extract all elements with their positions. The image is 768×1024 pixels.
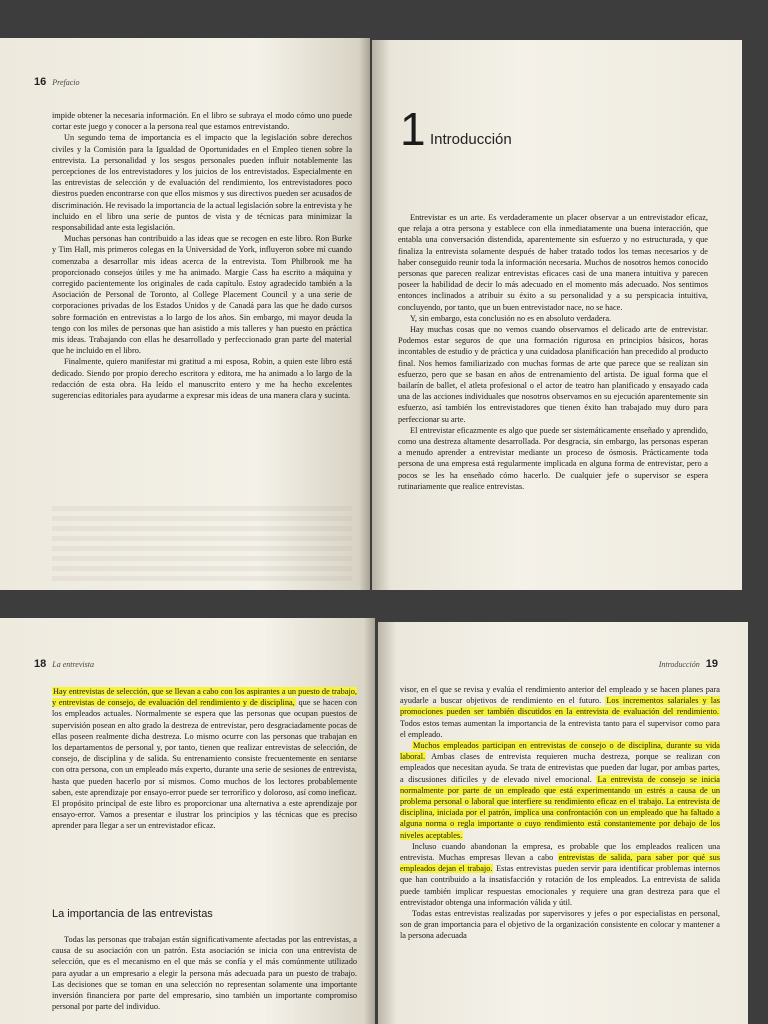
- body-text: [52, 934, 357, 1012]
- page-number: 19: [705, 658, 718, 670]
- paragraph: Finalmente, quiero manifestar mi gratitud a mi esposa, Robin, a quien este libro está dedicado. Siendo por propio derecho escritora y editora, me ha animado a lo largo de la redacción de esta obra. Ha leído el manuscrito entero y me ha hecho excelentes sugerencias editoriales para ayudarme a expresar mis ideas de una manera clara y sucinta.: [52, 357, 352, 401]
- paragraph: Hay muchas cosas que no vemos cuando observamos el delicado arte de entrevistar. Podemos estar seguros de que una formación rigurosa en principios básicos, horas incontables de estudio y de práctica y una cuidadosa planificación han precedido al producto final. Nos hemos familiarizado con muchas formas de arte que parece que se realizan sin esfuerzo, pero que se basan en años de entrenamiento del artista. De igual forma que el bailarín de ballet, el atleta profesional o el actor de teatro han planificado y ensayado cada una de las acciones individuales que nosotros observamos en su ejecución aparentemente sin esfuerzo, así también los entrevistadores que tienen éxito han trabajado muy duro para perfeccionar su arte.: [398, 325, 708, 424]
- chapter-number: 1: [400, 103, 426, 155]
- running-head: Introducción: [658, 660, 700, 669]
- body-text: [398, 212, 708, 492]
- paragraph: [400, 684, 720, 740]
- paragraph-text: Todos estos temas aumentan la importancia de la entrevista tanto para el supervisor como para el empleado.: [400, 718, 720, 739]
- paragraph-text: que se hacen con los empleados actuales. Normalmente se espera que las personas que ocupan puestos de supervisión posean en alto grado la destreza de entrevistar, pero desgraciadamente pocas de ellas poseen realmente dicha destreza. Lo mismo ocurre con las personas que trabajan en los departamentos de personal y, por tanto, tienen que realizar entrevistas de selección, de consejo, de disciplina y de salida. Su entrenamiento consiste frecuentemente en sentarse con otra persona, con un empleado más experto, durante una serie de sesiones de entrevista, hasta que pueden hacerlo por sí mismos. Como muchos de los lectores probablemente saben, este aprendizaje por ensayo-error puede ser terrorífico y doloroso, así como ineficaz. El propósito principal de este libro es proporcionar una alternativa a este aprendizaje por ensayo-error. Vamos a presentar e ilustrar los principios y las técnicas que es preciso aprender para llegar a ser un entrevistador eficaz.: [52, 698, 357, 831]
- paragraph: Y, sin embargo, esta conclusión no es en absoluto verdadera.: [410, 313, 612, 323]
- bottom-spread: [0, 590, 768, 1024]
- paragraph-text: Estas entrevistas pueden servir para identificar problemas internos que han contribuido a la insatisfacción y rotación de los empleados. La entrevista de salida puede también implicar respuestas emocionales y requiere una gran destreza para que el entrevistador obtenga una información válida y útil.: [400, 864, 720, 907]
- chapter-title: Introducción: [430, 131, 512, 148]
- body-text: [52, 110, 352, 401]
- page-header: [34, 76, 80, 88]
- paragraph: Muchas personas han contribuido a las ideas que se recogen en este libro. Ron Burke y Tim Hall, mis primeros colegas en la Universidad de York, influyeron sobre mí cuando comenzaba a desarrollar mis ideas acerca de la entrevista. Tom Philbrook me ha proporcionado consejos útiles y me ha animado. Margie Cass ha escrito a máquina y corregido pacientemente los originales de cada capítulo. Estoy agradecido también a la Asociación de Personal de Toronto, al College Placement Council y a una serie de corporaciones privadas de los Estados Unidos y de Canadá para las que he dado cursos sobre formación en entrevistas a lo largo de los años. Sin embargo, mi mayor deuda la tengo con los miles de personas que han asistido a mis talleres y han puesto en práctica mis ideas. Trabajando con ellas he desarrollado y perfeccionado gran parte del material que he incluido en el libro.: [52, 234, 352, 356]
- paragraph: Un segundo tema de importancia es el impacto que la legislación sobre derechos civiles y la Comisión para la Igualdad de Oportunidades en el Empleo tienen sobre la entrevista. La personalidad y los sesgos personales pueden influir notablemente las percepciones de los entrevistadores y los juicios de los entrevistados. Especialmente en las entrevistas de selección y de evaluación del rendimiento, los entrevistadores poco diestros pueden encontrarse con que ellos mismos y sus directivos pueden ser acusados de discriminación. He revisado la importancia de la actual legislación sobre la entrevista y he incluido en el libro una serie de puntos de vista y de técnicas para minimizar la responsabilidad ante esta legislación.: [52, 133, 352, 233]
- page-18: [0, 618, 375, 1024]
- page-17: [372, 40, 742, 590]
- running-head: La entrevista: [52, 660, 94, 669]
- page-header: [659, 658, 718, 670]
- highlight: entrevistas de salida, para saber por qué sus empleados dejan el trabajo.: [400, 853, 720, 874]
- body-text: [400, 684, 720, 942]
- paragraph: Entrevistar es un arte. Es verdaderamente un placer observar a un entrevistador eficaz, que relaja a otra persona y establece con ella inmediatamente una buena interacción, que entabla una conversación distendida, aparentemente sin esfuerzo y no estructurada, y que finaliza la entrevista solamente después de haber tratado todos los temas necesarios y de haber conseguido reunir toda la información necesaria. Muchos de nosotros hemos conocido personas que parecen realizar entrevistas eficaces casi de una manera intuitiva y parecen poseer la habilidad de decir lo más adecuado en el momento más adecuado. Nos sentimos entonces inclinados a atribuir su éxito a su personalidad y a su perspicacia intuitiva, concluyendo, por tanto, que un buen entrevistador nace, no se hace.: [398, 213, 708, 312]
- paragraph-text: visor, en el que se revisa y evalúa el rendimiento anterior del empleado y se hacen planes para ayudarle a buscar objetivos de rendimiento en el futuro.: [400, 685, 720, 706]
- highlight: Los incrementos salariales y las promociones pueden ser también discutidos en la entrevista de evaluación del rendimiento.: [400, 696, 721, 717]
- highlight: Hay entrevistas de selección, que se llevan a cabo con los aspirantes a un puesto de trabajo, y entrevistas de consejo, de evaluación del rendimiento y de disciplina,: [52, 687, 357, 708]
- section-heading: La importancia de las entrevistas: [52, 908, 213, 920]
- paragraph-text: Ambas clases de entrevista requieren mucha destreza, porque se realizan con empleados que necesitan ayuda. Se trata de entrevistas que pueden dar lugar, por ambas partes, a discusiones difíciles y de elevado nivel emocional.: [400, 752, 720, 784]
- page-header: [34, 658, 94, 670]
- paragraph: impide obtener la necesaria información. En el libro se subraya el modo cómo uno puede cortar este juego y conocer a la persona real que estamos entrevistando.: [52, 111, 352, 132]
- bleed-through-text: [52, 506, 352, 586]
- paragraph: [52, 686, 357, 832]
- paragraph: El entrevistar eficazmente es algo que puede ser sistemáticamente enseñado y aprendido, como una destreza altamente desarrollada. Por desgracia, sin embargo, las personas esperan a menudo aprender a entrevistar mediante un proceso de ósmosis. Prácticamente toda persona de una empresa está regularmente implicada en alguna forma de entrevistar, pero a pocos se les ha enseñado cómo hacerlo. De cualquier jefe o supervisor se espera rutinariamente que realice entrevistas.: [398, 425, 708, 491]
- paragraph: Todas estas entrevistas realizadas por supervisores y jefes o por especialistas en personal, son de gran importancia para el objetivo de la organización consistente en colocar y mantener a la persona adecuada: [400, 909, 720, 941]
- page-number: 18: [34, 658, 47, 670]
- highlight: Muchos empleados participan en entrevistas de consejo o de disciplina, durante su vida laboral.: [400, 741, 720, 762]
- running-head: Prefacio: [52, 78, 80, 87]
- highlight: La entrevista de consejo se inicia normalmente por parte de un empleado que está experimentando un estrés a causa de un problema personal o laboral que interfiere su rendimiento eficaz en el trabajo. La entrevista de disciplina, iniciada por el patrón, implica una confrontación con un empleado que ha faltado a alguna norma o regla importante o cuyo rendimiento está constantemente por debajo de los niveles aceptables.: [400, 774, 720, 840]
- page-16: [0, 38, 370, 590]
- page-number: 16: [34, 76, 47, 88]
- paragraph-text: Incluso cuando abandonan la empresa, es probable que los empleados realicen una entrevista. Muchas empresas llevan a cabo: [400, 841, 720, 863]
- paragraph: [400, 841, 720, 908]
- body-text: [52, 686, 357, 832]
- page-19: [378, 622, 748, 1024]
- paragraph: [400, 740, 720, 841]
- paragraph: Todas las personas que trabajan están significativamente afectadas por las entrevistas, a causa de su asociación con un patrón. Esta asociación se inicia con una entrevista de selección, que es el mecanismo en el que más se confía y el más comúnmente utilizado para ayudar a un empresario a elegir la persona más adecuada para un puesto de trabajo. Las decisiones que se toman en una selección no representan solamente una importante inversión financiera por parte del empresario, sino también un importante compromiso personal por parte del individuo.: [52, 935, 357, 1012]
